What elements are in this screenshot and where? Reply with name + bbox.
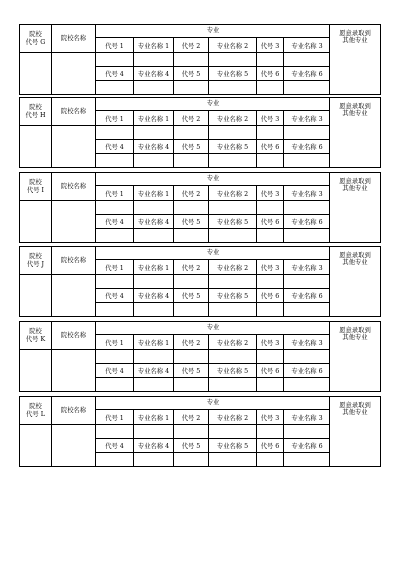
- major-name-label: 专业名称 6: [291, 443, 323, 450]
- major-code-field[interactable]: [96, 350, 134, 363]
- major-code-field[interactable]: [257, 126, 284, 139]
- school-code-label: 院校 代号 L: [20, 397, 52, 425]
- major-code-field[interactable]: [257, 154, 284, 167]
- major-code-label: 代号 6: [257, 215, 284, 228]
- accept-other-major-label: 愿意录取到 其他专业: [329, 247, 380, 316]
- major-name-field[interactable]: [134, 303, 174, 316]
- major-name-label: 专业名称 1: [134, 410, 174, 424]
- school-name-field[interactable]: [52, 350, 96, 391]
- major-code-label: 代号 4: [96, 215, 134, 228]
- major-code-label: 代号 6: [257, 439, 284, 452]
- accept-other-major-label: 愿意录取到 其他专业: [329, 397, 380, 466]
- major-code-label: 代号 4: [96, 364, 134, 377]
- major-code-label: 代号 3: [257, 38, 284, 52]
- major-name-label: 专业名称 5: [209, 215, 257, 228]
- major-code-field[interactable]: [257, 275, 284, 288]
- major-code-label: 代号 1: [96, 111, 134, 125]
- school-block: [19, 24, 381, 95]
- major-name-label: 专业名称 2: [209, 335, 257, 349]
- major-code-field[interactable]: [257, 81, 284, 94]
- major-code-field[interactable]: [174, 201, 209, 214]
- major-name-field[interactable]: [284, 350, 330, 363]
- major-code-field[interactable]: [257, 378, 284, 391]
- major-row-2: [96, 364, 330, 378]
- major-name-field[interactable]: [209, 229, 257, 242]
- major-name-label: 专业名称 6: [291, 219, 323, 226]
- major-name-label: 专业名称 4: [134, 289, 174, 302]
- major-header: 专业: [96, 322, 330, 335]
- school-code-label: 院校 代号 J: [20, 247, 52, 275]
- major-name-field[interactable]: [284, 154, 330, 167]
- major-name-field[interactable]: [284, 201, 330, 214]
- major-name-field[interactable]: [209, 350, 257, 363]
- major-name-label: 专业名称 4: [134, 439, 174, 452]
- major-code-label: 代号 6: [257, 140, 284, 153]
- major-name-field[interactable]: [134, 81, 174, 94]
- major-name-label: 专业名称 5: [209, 140, 257, 153]
- major-name-label: 专业名称 4: [134, 67, 174, 80]
- major-input-row-1: [96, 201, 330, 215]
- major-code-label: 代号 1: [96, 335, 134, 349]
- major-name-field[interactable]: [209, 378, 257, 391]
- major-name-field[interactable]: [134, 53, 174, 66]
- school-name-field[interactable]: [52, 425, 96, 466]
- major-input-row-1: [96, 53, 330, 67]
- major-code-field[interactable]: [96, 229, 134, 242]
- school-name-label: 院校名称: [52, 397, 96, 425]
- major-code-label: 代号 5: [174, 364, 209, 377]
- major-input-row-2: [96, 303, 330, 316]
- school-block: [19, 321, 381, 392]
- major-code-label: 代号 6: [257, 289, 284, 302]
- major-code-label: 代号 4: [96, 67, 134, 80]
- major-name-field[interactable]: [209, 154, 257, 167]
- major-name-field[interactable]: [134, 275, 174, 288]
- major-code-label: 代号 3: [257, 335, 284, 349]
- school-code-field[interactable]: [20, 425, 52, 466]
- major-name-label: 专业名称 5: [209, 439, 257, 452]
- major-name-field[interactable]: [134, 229, 174, 242]
- major-code-field[interactable]: [257, 303, 284, 316]
- major-row-1: [96, 260, 330, 275]
- major-name-field[interactable]: [134, 201, 174, 214]
- school-name-field[interactable]: [52, 275, 96, 316]
- major-row-1: [96, 410, 330, 425]
- major-code-label: 代号 1: [96, 410, 134, 424]
- major-name-field[interactable]: [209, 53, 257, 66]
- major-name-label: 专业名称 4: [134, 140, 174, 153]
- school-name-label: 院校名称: [52, 25, 96, 53]
- major-name-label: 专业名称 3: [291, 42, 323, 50]
- major-code-label: 代号 1: [96, 186, 134, 200]
- major-header: 专业: [96, 173, 330, 186]
- school-block: [19, 396, 381, 467]
- major-name-field[interactable]: [134, 453, 174, 466]
- major-name-label: 专业名称 5: [209, 364, 257, 377]
- major-name-label: 专业名称 6: [291, 368, 323, 375]
- school-name-field[interactable]: [52, 126, 96, 167]
- major-name-field[interactable]: [209, 201, 257, 214]
- major-row-2: [96, 140, 330, 154]
- major-name-label: 专业名称 2: [209, 38, 257, 52]
- major-input-row-1: [96, 350, 330, 364]
- accept-other-major-label: 愿意录取到 其他专业: [329, 25, 380, 94]
- major-name-field[interactable]: [209, 275, 257, 288]
- major-code-field[interactable]: [96, 425, 134, 438]
- major-row-2: [96, 289, 330, 303]
- major-code-label: 代号 2: [174, 410, 209, 424]
- major-code-label: 代号 2: [174, 260, 209, 274]
- school-code-label: 院校 代号 H: [20, 98, 52, 126]
- major-code-label: 代号 4: [96, 289, 134, 302]
- major-name-field[interactable]: [209, 453, 257, 466]
- major-code-label: 代号 1: [96, 38, 134, 52]
- major-name-label: 专业名称 5: [209, 289, 257, 302]
- major-input-row-2: [96, 154, 330, 167]
- major-header: 专业: [96, 397, 330, 410]
- major-code-field[interactable]: [174, 350, 209, 363]
- major-input-row-1: [96, 425, 330, 439]
- major-row-2: [96, 439, 330, 453]
- major-name-label: 专业名称 2: [209, 260, 257, 274]
- school-name-field[interactable]: [52, 201, 96, 242]
- major-code-label: 代号 6: [257, 67, 284, 80]
- major-code-label: 代号 3: [257, 111, 284, 125]
- major-code-field[interactable]: [174, 126, 209, 139]
- major-name-label: 专业名称 4: [134, 364, 174, 377]
- major-code-label: 代号 2: [174, 186, 209, 200]
- major-code-label: 代号 3: [257, 260, 284, 274]
- major-code-label: 代号 6: [257, 364, 284, 377]
- school-block: [19, 97, 381, 168]
- major-code-label: 代号 4: [96, 439, 134, 452]
- major-name-field[interactable]: [209, 303, 257, 316]
- major-name-label: 专业名称 1: [134, 335, 174, 349]
- major-code-field[interactable]: [174, 425, 209, 438]
- major-code-label: 代号 5: [174, 140, 209, 153]
- major-code-field[interactable]: [174, 453, 209, 466]
- major-code-field[interactable]: [257, 229, 284, 242]
- major-code-field[interactable]: [174, 303, 209, 316]
- major-code-label: 代号 3: [257, 410, 284, 424]
- major-input-row-2: [96, 229, 330, 242]
- major-code-label: 代号 2: [174, 38, 209, 52]
- major-code-label: 代号 5: [174, 215, 209, 228]
- school-code-field[interactable]: [20, 275, 52, 316]
- major-code-label: 代号 2: [174, 335, 209, 349]
- major-code-field[interactable]: [96, 126, 134, 139]
- major-code-field[interactable]: [174, 378, 209, 391]
- major-name-label: 专业名称 6: [291, 144, 323, 151]
- major-input-row-1: [96, 126, 330, 140]
- school-code-field[interactable]: [20, 201, 52, 242]
- major-header: 专业: [96, 98, 330, 111]
- school-code-field[interactable]: [20, 53, 52, 94]
- major-name-field[interactable]: [284, 303, 330, 316]
- major-name-label: 专业名称 4: [134, 215, 174, 228]
- major-code-field[interactable]: [96, 378, 134, 391]
- major-name-field[interactable]: [134, 378, 174, 391]
- major-code-field[interactable]: [257, 53, 284, 66]
- major-name-label: 专业名称 1: [134, 186, 174, 200]
- major-name-field[interactable]: [284, 229, 330, 242]
- school-block: [19, 172, 381, 243]
- major-header: 专业: [96, 247, 330, 260]
- major-input-row-2: [96, 81, 330, 94]
- major-name-field[interactable]: [284, 453, 330, 466]
- major-code-field[interactable]: [257, 201, 284, 214]
- major-code-field[interactable]: [96, 154, 134, 167]
- major-name-field[interactable]: [134, 126, 174, 139]
- major-name-field[interactable]: [284, 53, 330, 66]
- major-name-field[interactable]: [134, 425, 174, 438]
- major-code-label: 代号 4: [96, 140, 134, 153]
- school-name-label: 院校名称: [52, 322, 96, 350]
- major-name-label: 专业名称 6: [291, 71, 323, 78]
- major-row-2: [96, 67, 330, 81]
- major-code-field[interactable]: [257, 350, 284, 363]
- major-name-field[interactable]: [284, 425, 330, 438]
- major-input-row-1: [96, 275, 330, 289]
- major-input-row-2: [96, 378, 330, 391]
- major-name-label: 专业名称 6: [291, 293, 323, 300]
- accept-other-major-label: 愿意录取到 其他专业: [329, 322, 380, 391]
- major-code-field[interactable]: [96, 81, 134, 94]
- major-name-field[interactable]: [134, 154, 174, 167]
- major-name-field[interactable]: [209, 126, 257, 139]
- major-row-1: [96, 335, 330, 350]
- school-code-label: 院校 代号 G: [20, 25, 52, 53]
- school-name-label: 院校名称: [52, 98, 96, 126]
- major-name-label: 专业名称 2: [209, 410, 257, 424]
- accept-other-major-label: 愿意录取到 其他专业: [329, 173, 380, 242]
- major-code-field[interactable]: [257, 453, 284, 466]
- major-code-field[interactable]: [174, 154, 209, 167]
- accept-other-major-label: 愿意录取到 其他专业: [329, 98, 380, 167]
- major-code-field[interactable]: [174, 275, 209, 288]
- major-name-field[interactable]: [209, 425, 257, 438]
- major-code-field[interactable]: [96, 275, 134, 288]
- major-name-field[interactable]: [284, 81, 330, 94]
- major-code-label: 代号 1: [96, 260, 134, 274]
- school-block: [19, 246, 381, 317]
- major-code-label: 代号 2: [174, 111, 209, 125]
- school-code-field[interactable]: [20, 126, 52, 167]
- major-row-1: [96, 186, 330, 201]
- major-name-label: 专业名称 3: [291, 264, 323, 272]
- major-name-field[interactable]: [284, 378, 330, 391]
- school-name-field[interactable]: [52, 53, 96, 94]
- major-name-label: 专业名称 1: [134, 260, 174, 274]
- major-name-label: 专业名称 2: [209, 111, 257, 125]
- major-name-label: 专业名称 3: [291, 190, 323, 198]
- major-name-label: 专业名称 5: [209, 67, 257, 80]
- major-name-field[interactable]: [284, 126, 330, 139]
- school-code-field[interactable]: [20, 350, 52, 391]
- school-name-label: 院校名称: [52, 173, 96, 201]
- major-row-2: [96, 215, 330, 229]
- major-name-label: 专业名称 1: [134, 38, 174, 52]
- major-row-1: [96, 111, 330, 126]
- major-name-label: 专业名称 3: [291, 115, 323, 123]
- major-code-field[interactable]: [96, 53, 134, 66]
- major-code-field[interactable]: [257, 425, 284, 438]
- major-input-row-2: [96, 453, 330, 466]
- school-name-label: 院校名称: [52, 247, 96, 275]
- major-code-field[interactable]: [96, 303, 134, 316]
- major-code-label: 代号 5: [174, 289, 209, 302]
- major-code-field[interactable]: [174, 229, 209, 242]
- major-name-field[interactable]: [284, 275, 330, 288]
- major-name-label: 专业名称 2: [209, 186, 257, 200]
- major-header: 专业: [96, 25, 330, 38]
- major-name-field[interactable]: [134, 350, 174, 363]
- major-name-label: 专业名称 3: [291, 339, 323, 347]
- major-name-field[interactable]: [209, 81, 257, 94]
- school-code-label: 院校 代号 I: [20, 173, 52, 201]
- major-code-label: 代号 3: [257, 186, 284, 200]
- major-code-field[interactable]: [174, 53, 209, 66]
- major-code-field[interactable]: [174, 81, 209, 94]
- major-code-field[interactable]: [96, 453, 134, 466]
- major-name-label: 专业名称 1: [134, 111, 174, 125]
- school-code-label: 院校 代号 K: [20, 322, 52, 350]
- major-row-1: [96, 38, 330, 53]
- major-code-label: 代号 5: [174, 67, 209, 80]
- major-name-label: 专业名称 3: [291, 414, 323, 422]
- major-code-label: 代号 5: [174, 439, 209, 452]
- major-code-field[interactable]: [96, 201, 134, 214]
